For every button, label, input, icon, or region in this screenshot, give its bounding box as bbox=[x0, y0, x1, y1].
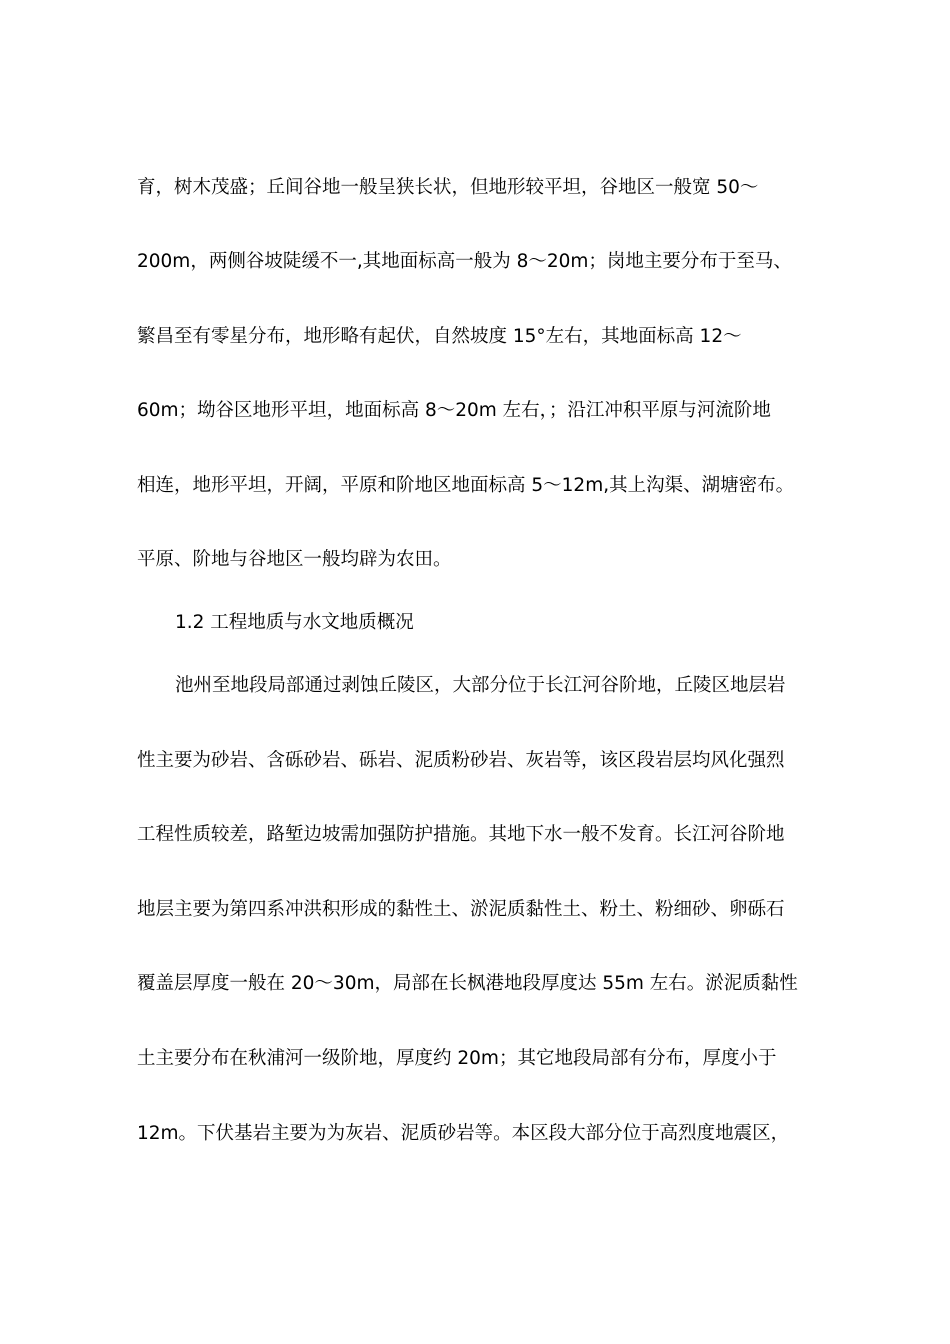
paragraph-2-line-1: 池州至地段局部通过剥蚀丘陵区，大部分位于长江河谷阶地，丘陵区地层岩 bbox=[175, 675, 786, 696]
paragraph-2-line-6: 土主要分布在秋浦河一级阶地，厚度约 20m；其它地段局部有分布，厚度小于 bbox=[137, 1048, 777, 1069]
paragraph-2-line-5: 覆盖层厚度一般在 20～30m，局部在长枫港地段厚度达 55m 左右。淤泥质黏性 bbox=[137, 973, 798, 994]
paragraph-1-line-6: 平原、阶地与谷地区一般均辟为农田。 bbox=[137, 549, 452, 570]
paragraph-1-line-4: 60m；坳谷区地形平坦，地面标高 8～20m 左右，；沿江冲积平原与河流阶地 bbox=[137, 400, 771, 421]
paragraph-1-line-1: 育，树木茂盛；丘间谷地一般呈狭长状，但地形较平坦，谷地区一般宽 50～ bbox=[137, 177, 759, 198]
paragraph-2-line-2: 性主要为砂岩、含砾砂岩、砾岩、泥质粉砂岩、灰岩等，该区段岩层均风化强烈 bbox=[137, 750, 785, 771]
paragraph-1-line-3: 繁昌至有零星分布，地形略有起伏，自然坡度 15°左右，其地面标高 12～ bbox=[137, 326, 742, 347]
paragraph-2-line-3: 工程性质较差，路堑边坡需加强防护措施。其地下水一般不发育。长江河谷阶地 bbox=[137, 824, 785, 845]
paragraph-2-line-4: 地层主要为第四系冲洪积形成的黏性土、淤泥质黏性土、粉土、粉细砂、卵砾石 bbox=[137, 899, 785, 920]
section-heading: 1.2 工程地质与水文地质概况 bbox=[175, 612, 414, 633]
paragraph-1-line-5: 相连，地形平坦，开阔，平原和阶地区地面标高 5～12m,其上沟渠、湖塘密布。 bbox=[137, 475, 795, 496]
paragraph-1-line-2: 200m，两侧谷坡陡缓不一,其地面标高一般为 8～20m；岗地主要分布于至马、 bbox=[137, 251, 792, 272]
paragraph-2-line-7: 12m。下伏基岩主要为为灰岩、泥质砂岩等。本区段大部分位于高烈度地震区， bbox=[137, 1123, 790, 1144]
